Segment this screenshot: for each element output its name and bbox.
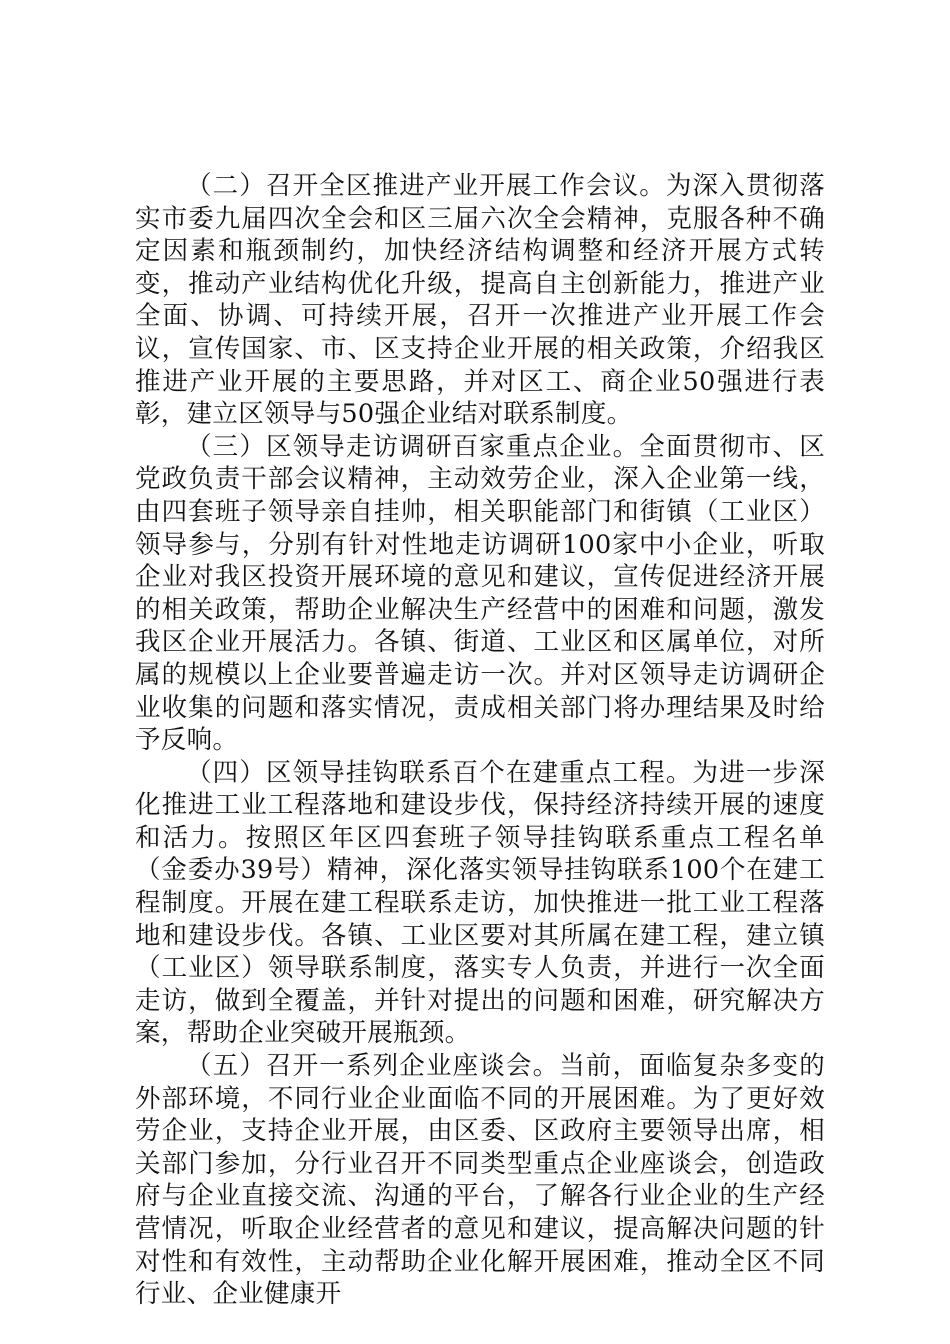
paragraph-2: （二）召开全区推进产业开展工作会议。为深入贯彻落实市委九届四次全会和区三届六次全会精神，克服各种不确定因素和瓶颈制约，加快经济结构调整和经济开展方式转变，推动产业结构优化升级，提高自主创新能力，推进产业全面、协调、可持续开展，召开一次推进产业开展工作会议，宣传国家、市、区支持企业开展的相关政策，介绍我区推进产业开展的主要思路，并对区工、商企业50强进行表彰，建立区领导与50强企业结对联系制度。: [135, 171, 825, 430]
document-body: [135, 170, 825, 1311]
paragraph-3: （三）区领导走访调研百家重点企业。全面贯彻市、区党政负责干部会议精神，主动效劳企业，深入企业第一线，由四套班子领导亲自挂帅，相关职能部门和街镇（工业区）领导参与，分别有针对性地走访调研100家中小企业，听取企业对我区投资开展环境的意见和建议，宣传促进经济开展的相关政策，帮助企业解决生产经营中的困难和问题，激发我区企业开展活力。各镇、街道、工业区和区属单位，对所属的规模以上企业要普遍走访一次。并对区领导走访调研企业收集的问题和落实情况，责成相关部门将办理结果及时给予反响。: [135, 431, 825, 756]
paragraph-4: （四）区领导挂钩联系百个在建重点工程。为进一步深化推进工业工程落地和建设步伐，保持经济持续开展的速度和活力。按照区年区四套班子领导挂钩联系重点工程名单（金委办39号）精神，深化落实领导挂钩联系100个在建工程制度。开展在建工程联系走访，加快推进一批工业工程落地和建设步伐。各镇、工业区要对其所属在建工程，建立镇（工业区）领导联系制度，落实专人负责，并进行一次全面走访，做到全覆盖，并针对提出的问题和困难，研究解决方案，帮助企业突破开展瓶颈。: [135, 757, 825, 1049]
paragraph-5: （五）召开一系列企业座谈会。当前，面临复杂多变的外部环境，不同行业企业面临不同的开展困难。为了更好效劳企业，支持企业开展，由区委、区政府主要领导出席，相关部门参加，分行业召开不同类型重点企业座谈会，创造政府与企业直接交流、沟通的平台，了解各行业企业的生产经营情况，听取企业经营者的意见和建议，提高解决问题的针对性和有效性，主动帮助企业化解开展困难，推动全区不同行业、企业健康开: [135, 1051, 825, 1310]
